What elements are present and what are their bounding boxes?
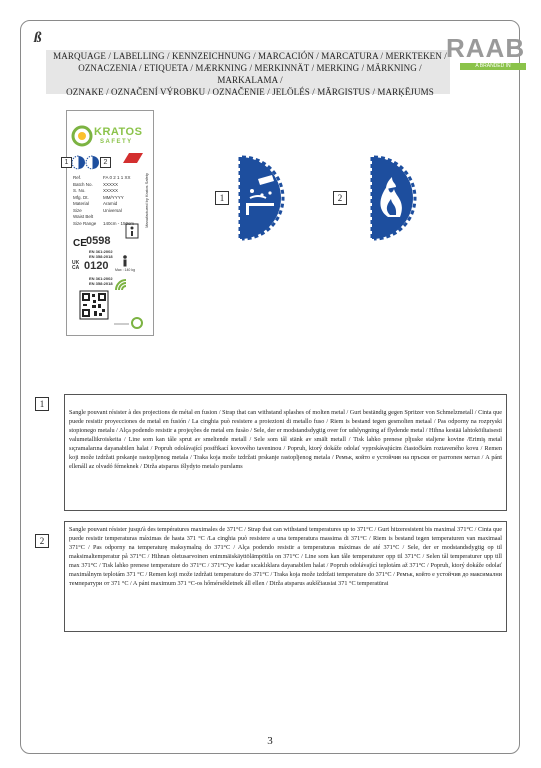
molten-metal-mini-icon [72,156,85,169]
spec-row: Ref. FA 0 2 1 1 XX [73,175,131,180]
pictogram-number-2: 2 [333,191,347,205]
info-block-1 [64,394,507,511]
block-number-1: 1 [35,397,49,411]
brand-mark-icon: ß [34,30,42,46]
weight-note: Max : 140 kg [115,268,136,272]
svg-text:CE: CE [73,238,87,249]
spec-row: Size Universal [73,207,122,213]
title-line: OZNACZENIA / ETIQUETA / MÆRKNING / MERKINNÄT / MERKING / MÄRKNING / MARKALAMA / [78,63,422,85]
info-block-2 [64,521,507,632]
flame-mini-icon [86,156,99,169]
molten-metal-splash-icon [238,155,282,241]
block-number-2: 2 [35,534,49,548]
standard: EN 361:2002 [89,249,113,254]
ukca-number: 0120 [84,260,109,272]
person-icon [121,255,129,267]
info-block-text: Sangle pouvant résister jusqu'à des températures maximales de 371°C / Strap that can withstand temperatures up to 371°C / Gurt hitzeresistent bis maximal 371°C / Cinta que puede resistir temperaturas máximas de hasta 371 °C /La cinghia può resistere a una temperatura massima di 371°C / Riem is bestand tegen temperaturen van maximaal 371°C / Pas odporny na temperaturę maksymalną do 371°C / Alça podendo resistir a temperaturas máximas de até 371°C / Sele, der er modstandsdygtig op til maksimaltemperatur på 371°C / Hihnan oletusarvoinen enimmäiskäyttölämpötila on 371°C / Line som kan tåle temperaturer opp til 371°C / Selen tål temperaturer upp till max 371°C / Tisk lahko prenese temperature do 371°C / 371°C'ye kadar sıcaklıklara dayanabilen halat / Popruh odolávající teplotám až 371°C / Popruh, ktorý dokáže odolať maximálnym teplotám 371 °C / Remen koji može izdržati temperature do 371°C / Traka koja može izdržati temperature do 371°C / Ремък, който е устойчив до максимални температури от 371 °C / A pánt maximum 371 °C-os hőmérsékletnek áll ellen / Dirža atsparus aukščiausiai 371 °C temperatūrai [69,526,502,587]
read-manual-icon [125,223,139,239]
standard: EN 358:2018 [89,281,113,286]
pictogram-number-1: 1 [215,191,229,205]
spec-row: Waist Belt [73,214,94,219]
brand-flag-icon [121,151,145,165]
title-line: OZNAKE / OZNAČENÍ VÝROBKU / OZNAČENIE / JELÖLÉS / MĂRGISTUS / MARĶĒJUMS [66,87,434,97]
page-title [50,50,450,98]
spec-row: S. No. XXXXX [73,188,119,193]
label-marker-1: 1 [61,157,72,168]
ce-mark-icon [73,237,85,247]
nfc-icon [113,277,129,293]
label-specs [73,175,137,227]
ukca-mark-icon: UK CA [72,260,80,271]
kratos-footer-logo-icon [114,316,144,330]
product-label [66,110,154,336]
standard: EN 361:2002 [89,276,113,281]
spec-row: Size Range 140cm - 150cm [73,220,135,226]
page-number: 3 [267,735,273,747]
raab-logo [446,33,528,76]
standard: EN 358:2018 [89,254,113,259]
label-vertical-note: Manufactured by Kratos Safety [144,173,149,228]
label-brand: KRATOS [94,126,143,138]
spec-row: Mfg. Dt. MM/YYYY [73,194,124,200]
spec-row: Batch No. XXXXX [73,181,119,187]
qr-code-icon [80,291,108,319]
spec-row: Material Aramid [73,201,118,206]
info-block-text: Sangle pouvant résister à des projections de métal en fusion / Strap that can withstand splashes of molten metal / Gurt beständig gegen Spritzer von Schmelzmetall / Cinta que puede resistir proyecciones de metal en fusión / La cinghia può resistere a proiezioni di metallo fuso / Riem is bestand tegen gesmolten metaal / Pas odporny na rozpryski stopionego metalu / Alça podendo resistir a projeções de metal em fusão / Sele, der er modstandsdygtig over for udslyngning af flydende metal / Hihna kestää lahtoköiltaisesti valumetallikroiskeita / Line som kan tåle sprut av smeltende metall / Sele som tål stänk av smält metall / Tisk lahko prenese pljuske staljene kovine /Erimiş metal sıçramalarına dayanabilen halat / Popruh odolávající postřikací kovového taveninou / Popruh, ktorý dokáže odolať vyprskávajúcim čiastočkám roztaveného kovu / Remen koji može izdržati prskanje rastopljenog metala / Traka koja može izdržati prskanje rastopljenog metala / Ремък, който е устойчив на пръски от разтопен метал / A pánt ellenáll az olvadó fémeknek / Dirža atsparus išlydyto metalo purslams [69,409,502,470]
kratos-logo-icon [71,125,93,147]
title-line: MARQUAGE / LABELLING / KENNZEICHNUNG / MARCACIÓN / MARCATURA / MERKTEKEN / [53,51,447,61]
label-brand-sub: SAFETY [100,139,133,145]
raab-logo-tagline: A BRANDED IN COMMITMENT [460,63,526,70]
label-marker-2: 2 [100,157,111,168]
flame-icon [370,155,414,241]
ce-number: 0598 [86,235,111,247]
raab-logo-letters: RAAB [446,33,526,63]
